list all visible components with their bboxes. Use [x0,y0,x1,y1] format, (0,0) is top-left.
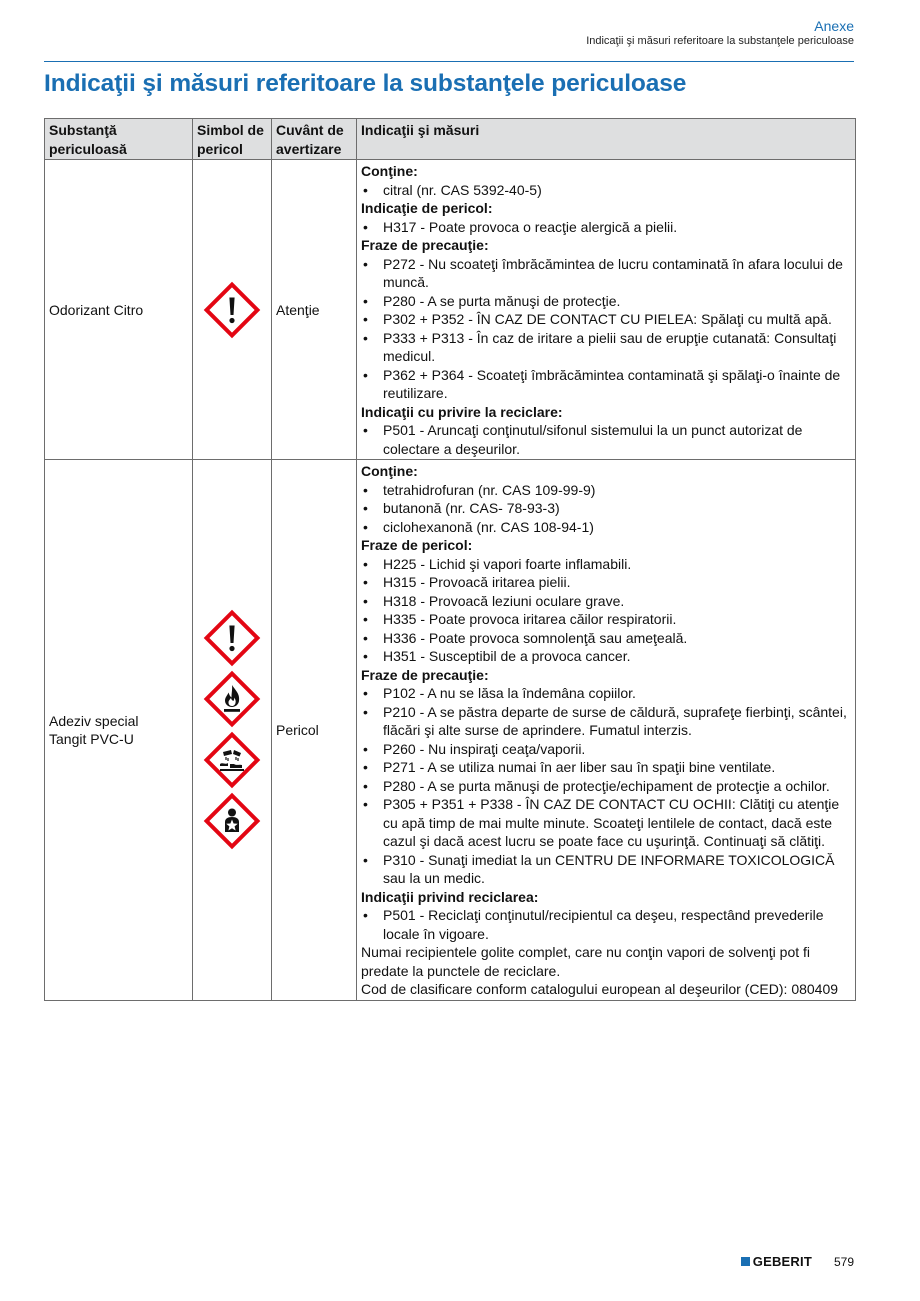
list-item: • H318 - Provoacă leziuni oculare grave. [361,592,851,611]
list-item: • citral (nr. CAS 5392-40-5) [361,181,851,200]
col-header-signal-word [272,119,357,160]
section-heading: Indicaţii cu privire la reciclare: [361,403,563,420]
exclamation-mark-icon [203,609,261,667]
list-item: • P362 + P364 - Scoateţi îmbrăcămintea contaminată şi spălaţi-o înainte de reutilizare. [361,366,851,403]
list-item: • P501 - Reciclaţi conţinutul/recipientul ca deşeu, respectând prevederile locale în vigoare. [361,906,851,943]
bullet-list [361,218,851,237]
list-item: • ciclohexanonă (nr. CAS 108-94-1) [361,518,851,537]
list-item: • P260 - Nu inspiraţi ceaţa/vaporii. [361,740,851,759]
section-name: Anexe [814,18,854,34]
section-heading: Fraze de pericol: [361,537,473,553]
bullet-list [361,421,851,458]
health-hazard-icon [203,792,261,850]
bullet-list [361,906,851,943]
table-row [45,460,856,1001]
col-header-line: periculoasă [49,140,127,157]
col-header-line: Simbol de [197,122,264,138]
paragraph: Cod de clasificare conform catalogului european al deşeurilor (CED): 080409 [361,981,839,997]
bullet-list [361,555,851,666]
symbol-cell [193,160,272,460]
section-heading: Fraze de precauţie: [361,237,489,253]
signal-word: Atenţie [276,301,320,318]
list-item: • P305 + P351 + P338 - ÎN CAZ DE CONTACT CU OCHII: Clătiţi cu atenţie cu apă timp de mai multe minute. Scoateţi lentilele de contact, dacă este cazul şi dacă acest lucru se poate face cu uşurinţă. Continuaţi să clătiţi. [361,795,851,851]
exclamation-mark-icon [203,281,261,339]
substance-name: Tangit PVC-U [49,731,134,748]
list-item: • P302 + P352 - ÎN CAZ DE CONTACT CU PIELEA: Spălaţi cu multă apă. [361,310,851,329]
list-item: • P272 - Nu scoateţi îmbrăcămintea de lucru contaminată în afara locului de muncă. [361,255,851,292]
running-header [586,18,854,48]
list-item: • P310 - Sunaţi imediat la un CENTRU DE INFORMARE TOXICOLOGICĂ sau la un medic. [361,851,851,888]
paragraph: Numai recipientele golite complet, care nu conţin vapori de solvenţi pot fi predate la punctele de reciclare. [361,944,811,979]
list-item: • H335 - Poate provoca iritarea căilor respiratorii. [361,610,851,629]
section-heading: Conţine: [361,463,418,479]
col-header-symbol [193,119,272,160]
page-title: Indicaţii şi măsuri referitoare la substanţele periculoase [44,70,687,97]
col-header-line: Substanţă [49,122,117,138]
list-item: • H225 - Lichid şi vapori foarte inflamabili. [361,555,851,574]
substance-cell [45,160,193,460]
list-item: • H351 - Susceptibil de a provoca cancer. [361,647,851,666]
signal-word-cell [272,160,357,460]
measures-cell [357,460,856,1001]
bullet-list [361,684,851,888]
geberit-logo [741,1254,812,1269]
list-item: • P501 - Aruncaţi conţinutul/sifonul sistemului la un punct autorizat de colectare a deşeurilor. [361,421,851,458]
measures-cell [357,160,856,460]
list-item: • P280 - A se purta mănuşi de protecţie/echipament de protecţie a ochilor. [361,777,851,796]
col-header-substance [45,119,193,160]
col-header-line: Indicaţii şi măsuri [361,122,480,138]
section-heading: Fraze de precauţie: [361,666,489,683]
section-heading: Indicaţie de pericol: [361,200,493,216]
list-item: • P280 - A se purta mănuşi de protecţie. [361,292,851,311]
list-item: • H315 - Provoacă iritarea pielii. [361,573,851,592]
col-header-line: pericol [197,140,243,157]
list-item: • P210 - A se păstra departe de surse de căldură, suprafeţe fierbinţi, scântei, flăcări şi alte surse de aprindere. Fumatul interzis. [361,703,851,740]
section-heading: Conţine: [361,163,418,179]
list-item: • butanonă (nr. CAS- 78-93-3) [361,499,851,518]
col-header-line: Cuvânt de [276,122,344,138]
substance-name: Odorizant Citro [49,301,144,318]
list-item: • H317 - Poate provoca o reacţie alergică a pielii. [361,218,851,237]
symbol-cell [193,460,272,1001]
bullet-list [361,255,851,403]
logo-square-icon [741,1257,750,1266]
running-subtitle: Indicaţii şi măsuri referitoare la substanţele periculoase [586,35,854,47]
page-footer [741,1254,854,1269]
col-header-measures [357,119,856,160]
list-item: • P333 + P313 - În caz de iritare a pielii sau de erupţie cutanată: Consultaţi medicul. [361,329,851,366]
substance-name: Adeziv special [49,712,139,729]
brand-name: GEBERIT [752,1254,812,1269]
section-heading: Indicaţii privind reciclarea: [361,888,539,905]
header-divider [44,61,854,62]
signal-word: Pericol [276,722,319,738]
flame-icon [203,670,261,728]
bullet-list [361,181,851,200]
table-header-row [45,119,856,160]
page-number: 579 [833,1254,854,1269]
signal-word-cell [272,460,357,1001]
substance-cell [45,460,193,1001]
list-item: • P102 - A nu se lăsa la îndemâna copiilor. [361,684,851,703]
corrosion-icon [203,731,261,789]
table-row [45,160,856,460]
list-item: • H336 - Poate provoca somnolenţă sau ameţeală. [361,629,851,648]
bullet-list [361,481,851,537]
list-item: • P271 - A se utiliza numai în aer liber sau în spaţii bine ventilate. [361,758,851,777]
hazard-table [44,118,856,1001]
col-header-line: avertizare [276,140,342,157]
list-item: • tetrahidrofuran (nr. CAS 109-99-9) [361,481,851,500]
